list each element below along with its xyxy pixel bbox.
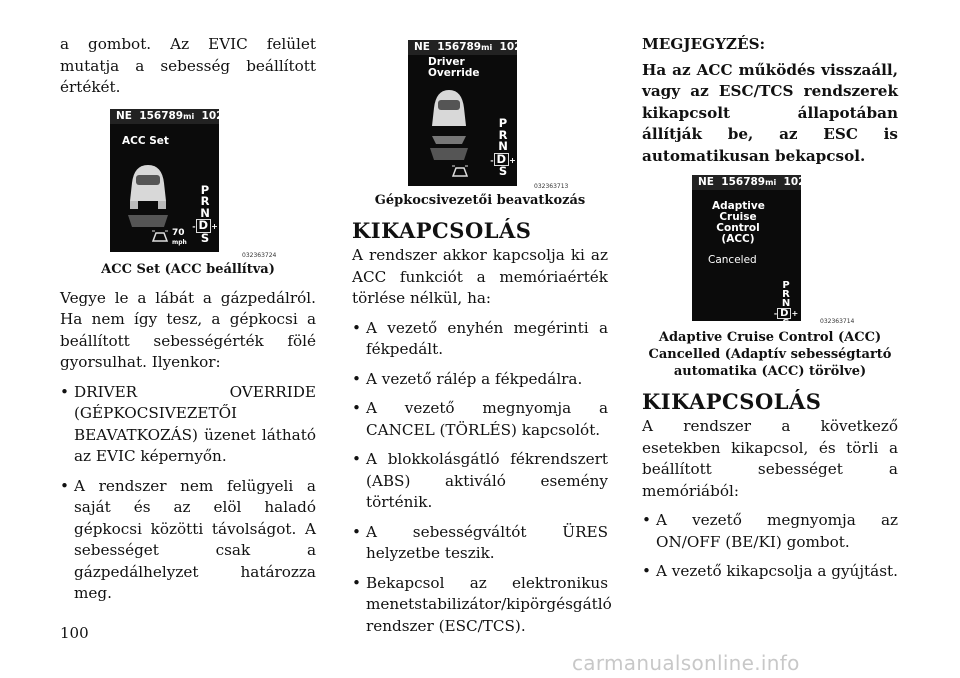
evic-status: Canceled [708,254,757,266]
compass-direction: NE [698,176,714,188]
set-speed-readout [172,229,187,247]
evic-message-line: Adaptive [712,200,765,212]
list-item: • A vezető kikapcsolja a gyújtást. [642,561,898,583]
gear-indicator [192,182,218,245]
gear-s: S [200,230,210,245]
cruise-distance-icon [150,229,170,243]
evic-screen-driver-override [408,40,525,186]
evic-message-line: (ACC) [721,233,755,245]
note-title: MEGJEGYZÉS: [642,35,766,53]
gear-minus: - [773,309,778,318]
gear-plus: + [791,309,799,318]
gear-r: R [200,194,210,208]
section-heading: KIKAPCSOLÁS [352,218,532,243]
watermark: carmanualsonline.info [572,651,800,675]
bullet-list-off [642,510,898,583]
evic-message-line: Driver [428,56,465,68]
list-item: • A vezető enyhén megérinti a fékpedált. [352,318,608,361]
figure-code: 032363713 [534,183,569,190]
odometer-unit: mi [765,178,777,187]
gear-indicator [490,118,516,178]
list-item: • A vezető megnyomja a CANCEL (TÖRLÉS) kapcsolót. [352,398,608,441]
list-item: • A sebességváltót ÜRES helyzetbe teszik. [352,522,608,565]
evic-screen-acc-set [110,109,227,252]
evic-topbar [408,40,525,55]
gear-d: D [494,153,510,167]
paragraph-accelerator: Vegye le a lábát a gázpedálról. Ha nem így tesz, a gépkocsi a beállított sebességérték fölé gyorsulhat. Ilyenkor: [60,288,316,371]
odometer-unit: mi [481,43,493,52]
outside-temp: 102 [783,176,806,188]
bullet-list-override [60,382,316,605]
odometer: 156789 [437,41,482,53]
figure-acc-canceled [680,175,860,329]
figure-caption-acc-canceled: Adaptive Cruise Control (ACC) Cancelled (Adaptív sebességtartó automatika (ACC) törölve) [648,330,892,379]
degree-symbol: ° [521,43,525,51]
evic-message-line: Override [428,67,480,79]
lead-vehicle-icon [426,82,472,162]
compass-direction: NE [116,109,132,122]
gear-r: R [498,127,508,142]
lead-vehicle-icon [124,157,172,229]
gear-p: P [498,116,508,130]
column-left [60,34,316,613]
gear-p: P [200,182,210,197]
figure-acc-set [98,107,278,259]
section-heading: KIKAPCSOLÁS [642,389,822,414]
evic-topbar [692,175,809,190]
degree-symbol: ° [223,111,227,120]
figure-code: 032363724 [242,251,277,259]
gear-s: S [782,318,790,329]
list-item: • Bekapcsol az elektronikus menetstabilizátor/kipörgésgátló rendszer (ESC/TCS). [352,573,608,638]
gear-plus: + [509,155,516,165]
outside-temp: 102 [201,109,224,122]
evic-screen-acc-canceled [692,175,809,329]
list-item: • A rendszer nem felügyeli a saját és az elöl haladó gépkocsi közötti távolságot. A sebességet csak a gázpedálhelyzet határozza meg. [60,476,316,605]
list-item: • A vezető megnyomja az ON/OFF (BE/KI) gombot. [642,510,898,553]
gear-indicator [772,281,800,328]
bullet-list-cancel [352,318,612,638]
intro-text: a gombot. Az EVIC felület mutatja a sebesség beállított értékét. [60,35,316,96]
figure-caption-driver-override: Gépkocsivezetői beavatkozás [374,193,586,208]
gear-minus: - [490,155,494,165]
odometer-unit: mi [183,111,195,121]
odometer: 156789 [721,176,766,188]
compass-direction: NE [414,41,430,53]
page-number: 100 [60,624,89,642]
list-item: • A blokkolásgátló fékrendszert (ABS) aktiváló esemény történik. [352,449,608,514]
note-body: Ha az ACC működés visszaáll, vagy az ESC/TCS rendszerek kikapcsolt állapotában állítják be, az ESC is automatikusan bekapcsol. [642,60,898,165]
figure-driver-override [390,40,570,190]
cruise-distance-icon [450,164,470,178]
evic-message: ACC Set [122,134,169,147]
figure-code: 032363714 [820,318,855,325]
degree-symbol: ° [805,178,809,186]
gear-d: D [777,308,791,319]
list-item: • DRIVER OVERRIDE (GÉPKOCSIVEZETŐI BEAVATKOZÁS) üzenet látható az EVIC képernyőn. [60,382,316,468]
gear-r: R [782,289,790,300]
gear-s: S [498,164,508,178]
column-right [642,34,898,591]
evic-topbar [110,109,227,124]
evic-message-line: Cruise [719,211,757,223]
list-item: • A vezető rálép a fékpedálra. [352,369,608,391]
gear-minus: - [192,222,196,231]
odometer: 156789 [139,109,184,122]
evic-message-line: Control [716,222,760,234]
gear-d: D [196,219,212,233]
set-speed-value: 70 [172,227,185,238]
evic-message [428,57,480,79]
outside-temp: 102 [499,41,522,53]
paragraph-off-conditions: A rendszer a következő esetekben kikapcsol, és törli a beállított sebességet a memóriából: [642,417,898,500]
column-middle [352,40,612,645]
figure-caption-acc-set: ACC Set (ACC beállítva) [101,261,275,277]
gear-n: N [781,298,791,309]
gear-n: N [498,139,508,153]
gear-n: N [200,205,210,220]
evic-message [712,201,764,245]
paragraph-cancel-conditions: A rendszer akkor kapcsolja ki az ACC funkciót a memóriaérték törlése nélkül, ha: [352,246,608,307]
gear-plus: + [211,222,218,231]
gear-p: P [782,280,790,291]
set-speed-unit: mph [172,238,187,246]
